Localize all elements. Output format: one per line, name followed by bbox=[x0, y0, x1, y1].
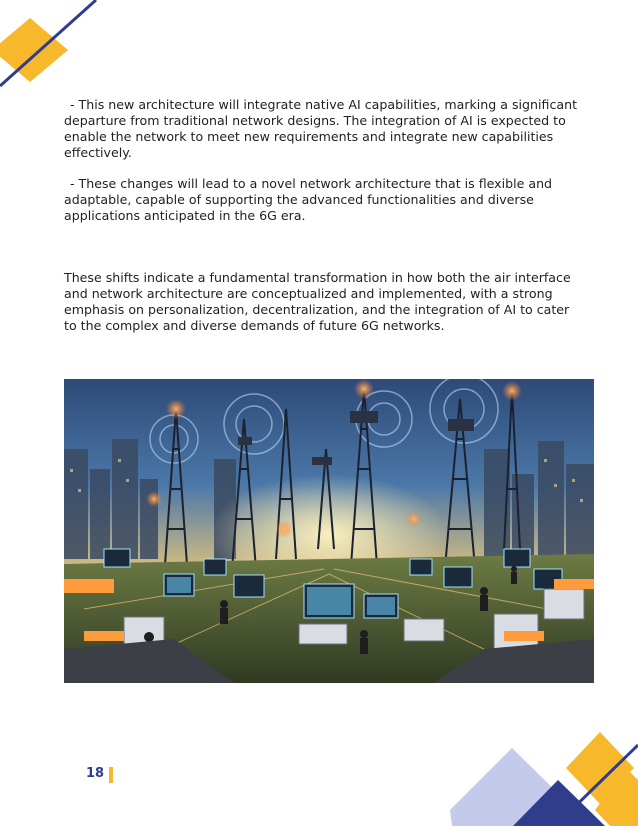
top-left-decoration bbox=[0, 0, 110, 110]
page-number-accent-bar bbox=[109, 767, 113, 783]
paragraph-ai-integration: - This new architecture will integrate native AI capabilities, marking a significant departure from traditional network designs. The integration of AI is expected to enable the network to meet new requirements and integrate new capabilities effectively. bbox=[64, 97, 578, 160]
paragraph-flexible-architecture: - These changes will lead to a novel network architecture that is flexible and adaptable, capable of supporting the advanced functionalities and diverse applications anticipated in the 6G era. bbox=[64, 176, 553, 223]
page-number: 18 bbox=[86, 766, 105, 781]
network-city-illustration bbox=[64, 379, 594, 683]
paragraph-summary: These shifts indicate a fundamental transformation in how both the air interface and network architecture are conceptualized and implemented, with a strong emphasis on personalization, decentralization, and the integration of AI to cater to the complex and diverse demands of future 6G networks. bbox=[64, 270, 571, 333]
